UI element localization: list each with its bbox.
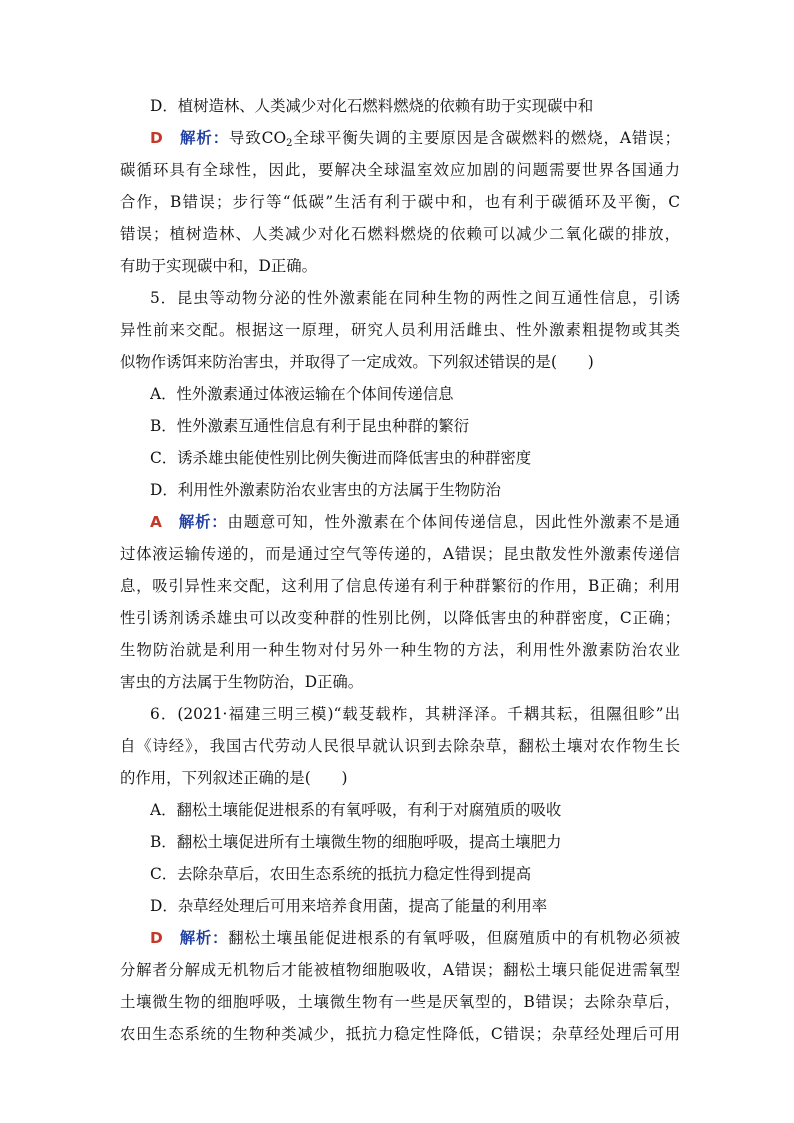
q5-option-c: C．诱杀雄虫能使性别比例失衡进而降低害虫的种群密度 [150, 449, 532, 467]
q5-explanation-line-5: 生物防治就是利用一种生物对付另外一种生物的方法，利用性外激素防治农业 [120, 641, 680, 659]
q5-explanation-line-3: 息，吸引异性来交配，这利用了信息传递有利于种群繁衍的作用，B正确；利用 [120, 577, 680, 595]
q5-option-b: B．性外激素互通性信息有利于昆虫种群的繁衍 [150, 417, 470, 435]
q6-explanation-line-4: 农田生态系统的生物种类减少，抵抗力稳定性降低，C错误；杂草经处理后可用 [120, 1025, 680, 1043]
q4-explanation-line-1: D 解析：导致CO2全球平衡失调的主要原因是含碳燃料的燃烧，A错误； [150, 129, 680, 149]
q5-stem-line-3: 似物作诱饵来防治害虫，并取得了一定成效。下列叙述错误的是( ) [120, 353, 594, 371]
q4-explanation-line-5: 有助于实现碳中和，D正确。 [120, 257, 318, 275]
q6-explanation-line-1: D 解析：翻松土壤虽能促进根系的有氧呼吸，但腐殖质中的有机物必须被 [150, 929, 680, 947]
q4-explanation-line-3: 合作，B错误；步行等“低碳”生活有利于碳中和，也有利于碳循环及平衡，C [120, 193, 680, 211]
q4-explanation-line-2: 碳循环具有全球性，因此，要解决全球温室效应加剧的问题需要世界各国通力 [120, 161, 680, 179]
q4-explanation-line-4: 错误；植树造林、人类减少对化石燃料燃烧的依赖可以减少二氧化碳的排放， [120, 225, 680, 243]
q6-stem-line-1: 6．(2021·福建三明三模)“载芟载柞，其耕泽泽。千耦其耘，徂隰徂畛”出 [150, 705, 680, 723]
q6-stem-line-2: 自《诗经》，我国古代劳动人民很早就认识到去除杂草，翻松土壤对农作物生长 [120, 737, 680, 755]
q6-stem-line-3: 的作用，下列叙述正确的是( ) [120, 769, 348, 787]
q5-explanation-line-1: A 解析：由题意可知，性外激素在个体间传递信息，因此性外激素不是通 [150, 513, 680, 531]
q5-explanation-line-4: 性引诱剂诱杀雄虫可以改变种群的性别比例，以降低害虫的种群密度，C正确； [120, 609, 680, 627]
q6-analysis-label: 解析： [179, 929, 229, 947]
q5-option-a: A．性外激素通过体液运输在个体间传递信息 [150, 385, 454, 403]
q5-analysis-label: 解析： [178, 513, 228, 531]
q6-option-d: D．杂草经处理后可用来培养食用菌，提高了能量的利用率 [150, 897, 548, 915]
q6-explanation-line-3: 土壤微生物的细胞呼吸，土壤微生物有一些是厌氧型的，B错误；去除杂草后， [120, 993, 680, 1011]
q4-option-d: D．植树造林、人类减少对化石燃料燃烧的依赖有助于实现碳中和 [150, 97, 594, 115]
q5-stem-line-1: 5．昆虫等动物分泌的性外激素能在同种生物的两性之间互通性信息，引诱 [150, 289, 680, 307]
q5-explanation-line-6: 害虫的方法属于生物防治，D正确。 [120, 673, 364, 691]
q4-answer: D [150, 129, 163, 147]
q5-answer: A [150, 513, 162, 531]
q4-analysis-label: 解析： [180, 129, 230, 147]
q6-option-a: A．翻松土壤能促进根系的有氧呼吸，有利于对腐殖质的吸收 [150, 801, 562, 819]
q6-explanation-line-2: 分解者分解成无机物后才能被植物细胞吸收，A错误；翻松土壤只能促进需氧型 [120, 961, 680, 979]
q6-answer: D [150, 929, 163, 947]
q5-stem-line-2: 异性前来交配。根据这一原理，研究人员利用活雌虫、性外激素粗提物或其类 [120, 321, 680, 339]
q5-explanation-line-2: 过体液运输传递的，而是通过空气等传递的，A错误；昆虫散发性外激素传递信 [120, 545, 680, 563]
q6-option-c: C．去除杂草后，农田生态系统的抵抗力稳定性得到提高 [150, 865, 532, 883]
q6-option-b: B．翻松土壤促进所有土壤微生物的细胞呼吸，提高土壤肥力 [150, 833, 562, 851]
q5-option-d: D．利用性外激素防治农业害虫的方法属于生物防治 [150, 481, 501, 499]
